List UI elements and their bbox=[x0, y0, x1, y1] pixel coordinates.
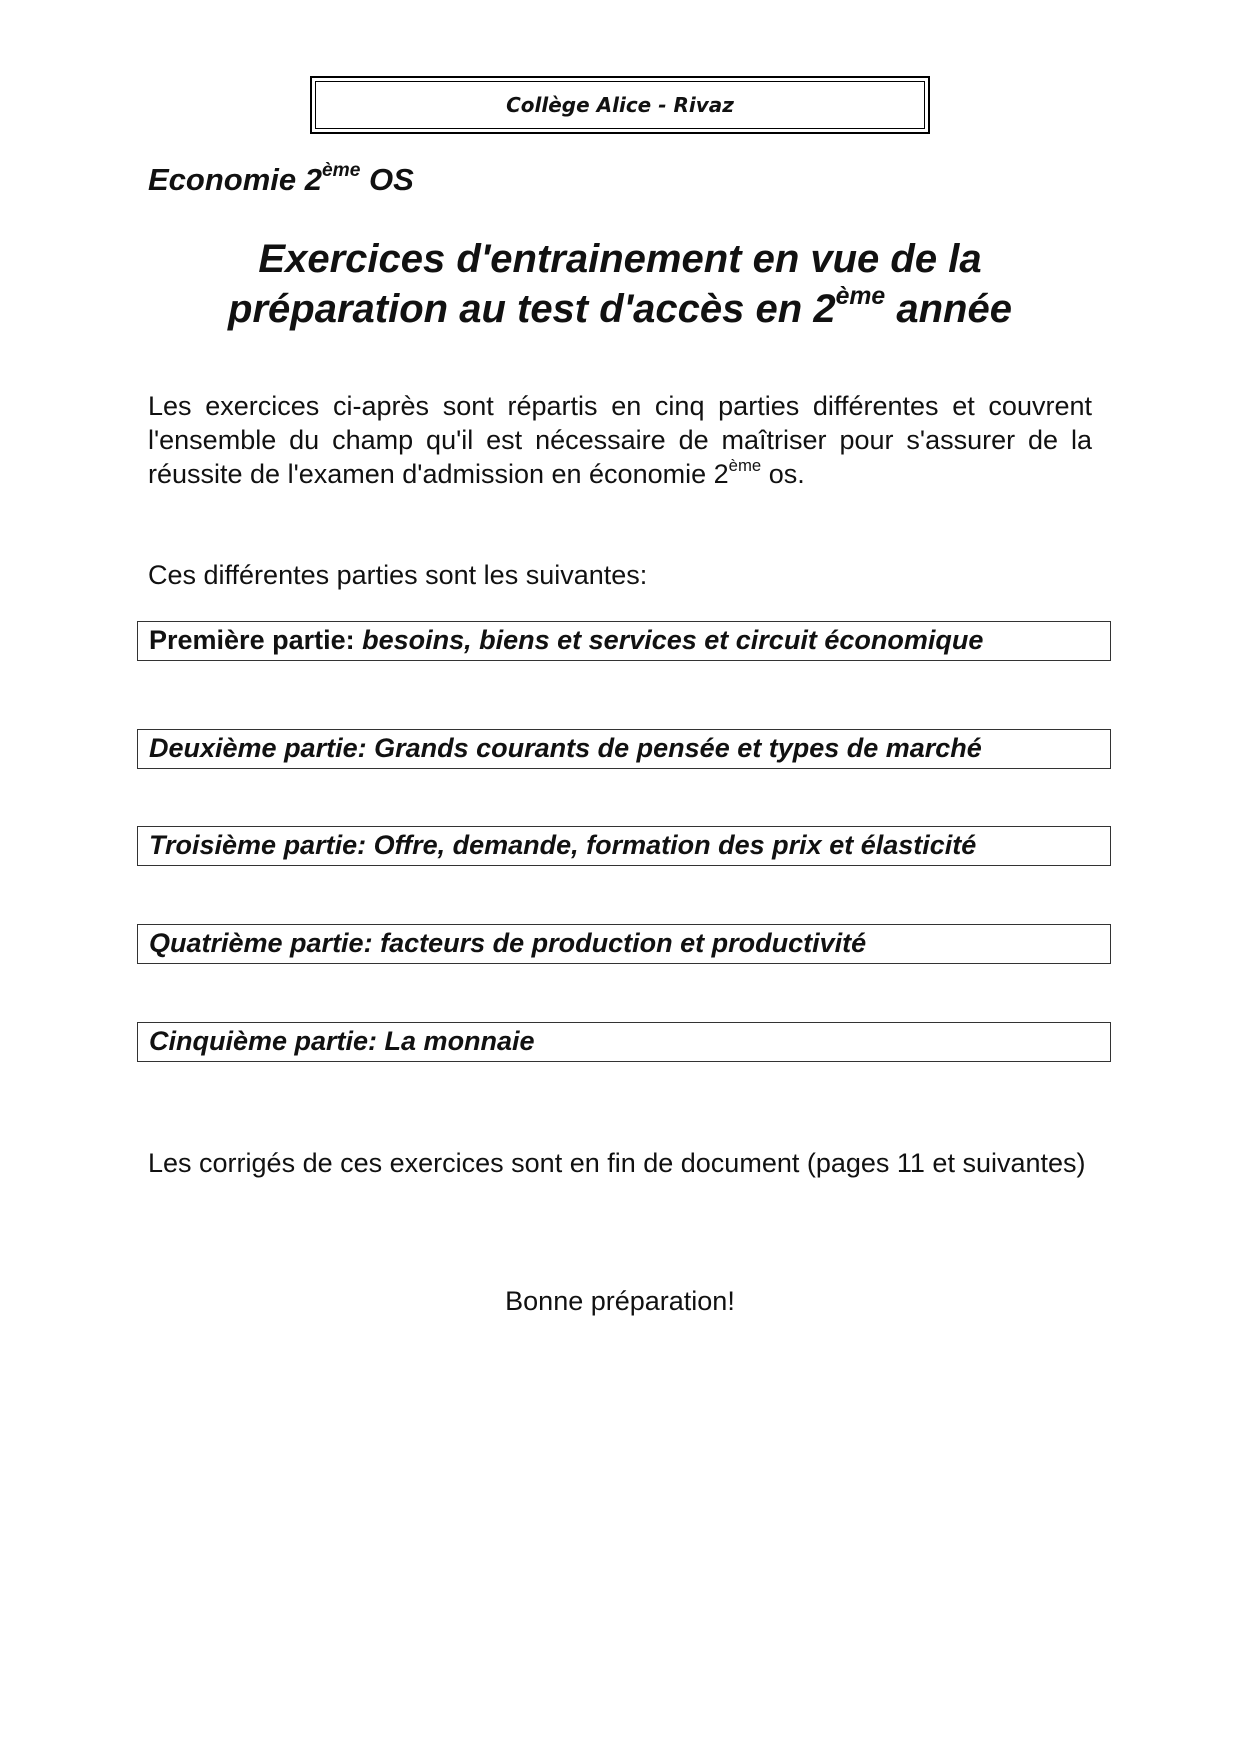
title-line-2-prefix: préparation au test d'accès en 2 bbox=[228, 287, 836, 331]
part-2-topic: Grands courants de pensée et types de marché bbox=[366, 733, 982, 763]
part-4-box bbox=[137, 924, 1111, 964]
course-suffix: OS bbox=[360, 162, 414, 197]
document-title bbox=[148, 234, 1092, 334]
part-2-box bbox=[137, 729, 1111, 769]
title-line-2-suffix: année bbox=[885, 287, 1012, 331]
school-name: Collège Alice - Rivaz bbox=[506, 93, 734, 117]
title-ordinal: ème bbox=[835, 283, 886, 311]
part-3-box bbox=[137, 826, 1111, 866]
part-4-label: Quatrième partie: bbox=[149, 928, 373, 958]
part-5-box bbox=[137, 1022, 1111, 1062]
parts-intro: Ces différentes parties sont les suivantes: bbox=[148, 560, 648, 590]
intro-paragraph bbox=[148, 389, 1092, 491]
school-header-box bbox=[310, 76, 930, 134]
intro-ordinal: ème bbox=[728, 455, 762, 475]
part-4-topic: facteurs de production et productivité bbox=[372, 928, 867, 958]
course-ordinal: ème bbox=[322, 160, 361, 182]
intro-text-end: os. bbox=[761, 459, 805, 489]
title-line-1: Exercices d'entrainement en vue de la bbox=[258, 237, 982, 281]
part-5-label: Cinquième partie: bbox=[149, 1026, 378, 1056]
closing-greeting: Bonne préparation! bbox=[505, 1286, 735, 1316]
course-title bbox=[148, 162, 414, 198]
part-2-label: Deuxième partie: bbox=[149, 733, 367, 763]
corriges-note: Les corrigés de ces exercices sont en fin de document (pages 11 et suivantes) bbox=[148, 1148, 1086, 1178]
course-prefix: Economie 2 bbox=[148, 162, 322, 197]
part-1-box bbox=[137, 621, 1111, 661]
intro-text: Les exercices ci-après sont répartis en cinq parties différentes et couvrent l'ensemble du champ qu'il est nécessaire de maîtriser pour s'assurer de la réussite de l'examen d'admission en économie 2 bbox=[148, 391, 1092, 489]
part-5-topic: La monnaie bbox=[377, 1026, 535, 1056]
part-3-label: Troisième partie: bbox=[149, 830, 367, 860]
part-1-label: Première partie: bbox=[149, 625, 355, 655]
part-1-topic: besoins, biens et services et circuit économique bbox=[354, 625, 984, 655]
part-3-topic: Offre, demande, formation des prix et élasticité bbox=[366, 830, 977, 860]
title-line-2 bbox=[148, 284, 1092, 334]
